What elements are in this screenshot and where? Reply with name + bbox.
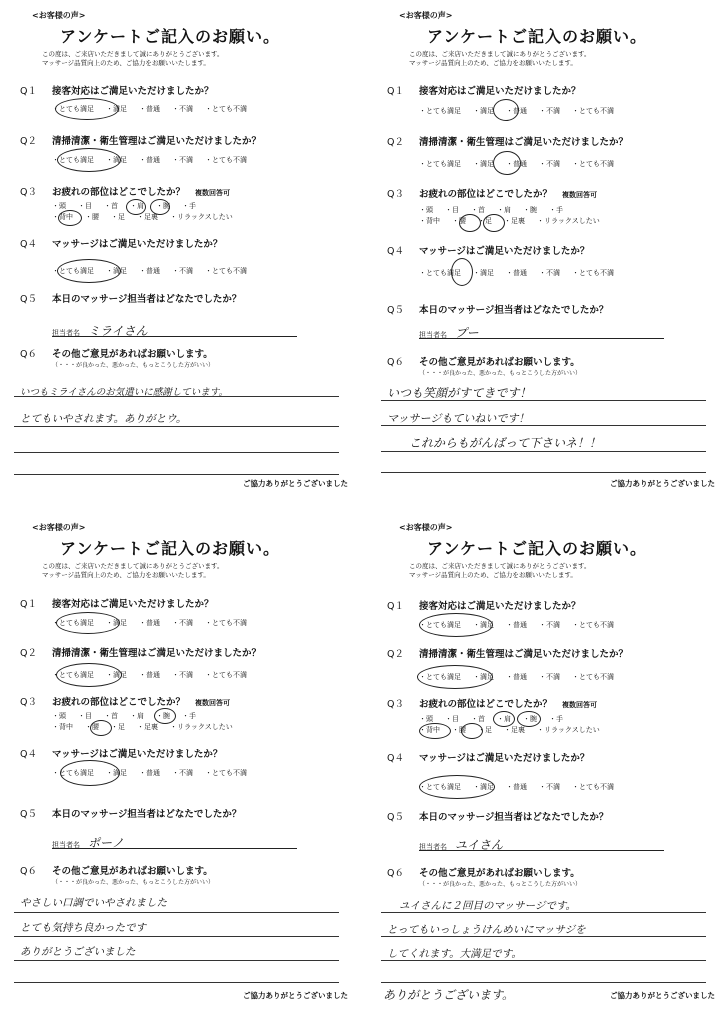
q5-row: [20, 806, 241, 820]
q6-text: その他ご意見があればお願いします。: [419, 868, 580, 879]
answer-circle: [419, 613, 493, 637]
kicker: <お客様の声>: [399, 11, 453, 20]
form-title: アンケートご記入のお願い。: [427, 539, 648, 558]
part: ・腰: [85, 213, 99, 221]
q6-number: Q６: [20, 866, 37, 877]
option: ・とても満足: [52, 105, 94, 113]
option: ・とても満足: [419, 269, 461, 277]
q1-text: 接客対応はご満足いただけましたか？: [52, 599, 214, 610]
option: ・とても不満: [205, 105, 247, 113]
q3-row: [20, 694, 230, 708]
option: ・不満: [539, 673, 560, 681]
part: ・首: [471, 715, 485, 723]
option: ・普通: [506, 107, 527, 115]
q2-number: Q２: [387, 649, 404, 660]
part: ・背中: [419, 726, 440, 734]
part: ・腰: [452, 726, 466, 734]
part: ・リラックスしたい: [170, 213, 233, 221]
intro-line-1: この度は、ご来店いただきまして誠にありがとうございます。: [409, 562, 591, 570]
option: ・とても不満: [572, 269, 614, 277]
option: ・満足: [473, 783, 494, 791]
q1-text: 接客対応はご満足いただけましたか？: [419, 601, 581, 612]
comment-line: [14, 452, 339, 453]
option: ・とても不満: [205, 769, 247, 777]
q3-row: [20, 184, 230, 198]
staff-name-handwritten: プー: [455, 326, 479, 340]
part: ・足: [478, 726, 492, 734]
option: ・不満: [172, 267, 193, 275]
intro-line-1: この度は、ご来店いただきまして誠にありがとうございます。: [409, 50, 591, 58]
q5-number: Q５: [20, 294, 37, 305]
q6-hint: （・・・が良かった、悪かった、もっとこうした方がいい）: [419, 370, 582, 377]
q3-text: お疲れの部位はどこでしたか？: [419, 189, 553, 200]
part: ・足裏: [504, 217, 525, 225]
option: ・不満: [539, 269, 560, 277]
comment-handwritten: これからもがんばって下さいネ！！: [409, 436, 602, 450]
part: ・手: [549, 715, 563, 723]
option: ・とても満足: [419, 673, 461, 681]
survey-sheet-3: [2, 512, 352, 1012]
staff-name-handwritten: ポーノ: [88, 836, 124, 850]
intro-line-2: マッサージ品質向上のため、ご協力をお願いいたします。: [409, 571, 577, 579]
form-title: アンケートご記入のお願い。: [60, 539, 281, 558]
q6-text: その他ご意見があればお願いします。: [419, 357, 580, 368]
option: ・不満: [172, 156, 193, 164]
comment-handwritten: いつも笑顔がすてきです！: [387, 386, 532, 400]
q1-text: 接客対応はご満足いただけましたか？: [52, 86, 214, 97]
option: ・とても不満: [572, 160, 614, 168]
part: ・リラックスしたい: [170, 723, 233, 731]
part: ・頭: [52, 202, 66, 210]
q2-row: [20, 645, 261, 659]
option: ・不満: [539, 107, 560, 115]
q5-text: 本日のマッサージ担当者はどなたでしたか？: [52, 809, 242, 820]
form-title: アンケートご記入のお願い。: [427, 27, 648, 46]
option: ・満足: [106, 769, 127, 777]
answer-circle: [150, 199, 170, 215]
answer-circle: [55, 98, 119, 120]
answer-circle: [461, 723, 483, 739]
staff-name-line: [52, 322, 297, 337]
answer-circle: [419, 723, 451, 739]
q6-hint: （・・・が良かった、悪かった、もっとこうした方がいい）: [52, 362, 215, 369]
q4-row: [20, 236, 222, 250]
part: ・首: [104, 712, 118, 720]
staff-label: 担当者名: [52, 841, 80, 849]
answer-circle: [459, 214, 481, 232]
q6-number: Q６: [387, 868, 404, 879]
part: ・背中: [419, 217, 440, 225]
intro-line-2: マッサージ品質向上のため、ご協力をお願いいたします。: [409, 59, 577, 67]
q3-options: [52, 711, 245, 733]
part: ・肩: [497, 206, 511, 214]
part: ・手: [182, 202, 196, 210]
answer-circle: [419, 775, 495, 799]
comment-handwritten: してくれます。大満足です。: [387, 948, 522, 960]
part: ・足: [111, 723, 125, 731]
staff-name-handwritten: ミライさん: [88, 324, 148, 338]
option: ・普通: [506, 621, 527, 629]
option: ・とても満足: [419, 160, 461, 168]
q1-row: [20, 596, 214, 610]
option: ・普通: [139, 671, 160, 679]
comment-handwritten: いつもミライさんのお気遣いに感謝しています。: [20, 387, 228, 398]
option: ・不満: [539, 783, 560, 791]
q6-hint: （・・・が良かった、悪かった、もっとこうした方がいい）: [52, 879, 215, 886]
option: ・不満: [172, 105, 193, 113]
q3-row: [387, 696, 597, 710]
staff-label: 担当者名: [419, 331, 447, 339]
comment-handwritten: とても気持ち良かったです: [20, 922, 146, 934]
thanks-note: ご協力ありがとうございました: [243, 479, 348, 488]
q1-row: [387, 83, 581, 97]
survey-sheet-4: [369, 512, 719, 1012]
q3-number: Q３: [20, 187, 37, 198]
q5-text: 本日のマッサージ担当者はどなたでしたか？: [419, 812, 609, 823]
part: ・頭: [419, 206, 433, 214]
staff-name-handwritten: ユイさん: [455, 838, 504, 852]
comment-handwritten: やさしい口調でいやされました: [20, 897, 167, 909]
answer-circle: [56, 663, 122, 687]
option: ・とても満足: [419, 783, 461, 791]
kicker: <お客様の声>: [32, 11, 86, 20]
option: ・普通: [139, 619, 160, 627]
option: ・とても満足: [52, 267, 94, 275]
comment-line: [14, 912, 339, 913]
option: ・とても不満: [205, 671, 247, 679]
part: ・リラックスしたい: [537, 726, 600, 734]
comment-handwritten: ありがとうございます。: [383, 988, 515, 1002]
part: ・目: [78, 202, 92, 210]
part: ・足裏: [137, 213, 158, 221]
thanks-note: ご協力ありがとうございました: [610, 991, 715, 1000]
option: ・とても不満: [572, 783, 614, 791]
survey-sheet-2: [369, 0, 719, 500]
q1-number: Q１: [387, 86, 404, 97]
option: ・不満: [539, 160, 560, 168]
q3-text: お疲れの部位はどこでしたか？: [52, 187, 186, 198]
q6-number: Q６: [387, 357, 404, 368]
q2-number: Q２: [20, 136, 37, 147]
comment-handwritten: とてもいやされます。ありがとウ。: [20, 413, 187, 425]
q5-text: 本日のマッサージ担当者はどなたでしたか？: [52, 294, 242, 305]
q6-row: [20, 346, 213, 360]
comment-line: [14, 426, 339, 427]
answer-circle: [60, 760, 120, 786]
answer-circle: [58, 210, 82, 226]
answer-circle: [417, 665, 493, 689]
intro-line-1: この度は、ご来店いただきまして誠にありがとうございます。: [42, 50, 224, 58]
q4-text: マッサージはご満足いただけましたか？: [419, 246, 590, 257]
q4-text: マッサージはご満足いただけましたか？: [419, 753, 590, 764]
comment-handwritten: とってもいっしょうけんめいにマッサジを: [387, 924, 586, 936]
part: ・腕: [523, 715, 537, 723]
comment-handwritten: ありがとうございました: [20, 946, 136, 958]
comment-line: [381, 451, 706, 452]
comment-line: [14, 474, 339, 475]
answer-circle: [90, 720, 112, 736]
part: ・足裏: [137, 723, 158, 731]
q2-text: 清掃清潔・衛生管理はご満足いただけましたか？: [419, 137, 629, 148]
q4-row: [20, 746, 222, 760]
part: ・手: [549, 206, 563, 214]
q5-number: Q５: [387, 812, 404, 823]
kicker: <お客様の声>: [399, 523, 453, 532]
part: ・足裏: [504, 726, 525, 734]
comment-line: [381, 982, 706, 983]
q3-text: お疲れの部位はどこでしたか？: [52, 697, 186, 708]
option: ・とても不満: [205, 619, 247, 627]
option: ・満足: [106, 105, 127, 113]
q6-number: Q６: [20, 349, 37, 360]
q2-row: [387, 646, 628, 660]
option: ・とても満足: [419, 621, 461, 629]
q5-row: [387, 302, 608, 316]
option: ・普通: [139, 267, 160, 275]
option: ・不満: [172, 619, 193, 627]
q1-number: Q１: [20, 86, 37, 97]
q3-note: 複数回答可: [562, 701, 598, 709]
intro-line-2: マッサージ品質向上のため、ご協力をお願いいたします。: [42, 59, 210, 67]
comment-line: [14, 982, 339, 983]
part: ・腕: [156, 202, 170, 210]
q3-number: Q３: [387, 699, 404, 710]
part: ・肩: [497, 715, 511, 723]
q3-options: [419, 205, 612, 227]
q2-number: Q２: [20, 648, 37, 659]
option: ・普通: [506, 673, 527, 681]
part: ・背中: [52, 723, 73, 731]
part: ・目: [445, 715, 459, 723]
answer-circle: [154, 708, 176, 724]
q2-number: Q２: [387, 137, 404, 148]
part: ・目: [78, 712, 92, 720]
part: ・腰: [85, 723, 99, 731]
option: ・普通: [506, 783, 527, 791]
staff-label: 担当者名: [52, 329, 80, 337]
option: ・普通: [139, 769, 160, 777]
intro-line-1: この度は、ご来店いただきまして誠にありがとうございます。: [42, 562, 224, 570]
option: ・満足: [473, 673, 494, 681]
q4-text: マッサージはご満足いただけましたか？: [52, 239, 223, 250]
option: ・満足: [106, 671, 127, 679]
option: ・満足: [106, 619, 127, 627]
q4-text: マッサージはご満足いただけましたか？: [52, 749, 223, 760]
q2-row: [387, 134, 628, 148]
option: ・とても満足: [52, 671, 94, 679]
answer-circle: [493, 99, 519, 121]
option: ・満足: [473, 107, 494, 115]
q4-row: [387, 243, 589, 257]
answer-circle: [493, 151, 521, 175]
part: ・手: [182, 712, 196, 720]
answer-circle: [493, 711, 515, 727]
staff-name-line: [419, 836, 664, 851]
q2-options: [419, 159, 626, 169]
option: ・とても満足: [52, 619, 94, 627]
option: ・普通: [139, 156, 160, 164]
option: ・満足: [106, 156, 127, 164]
q5-row: [387, 809, 608, 823]
q6-hint: （・・・が良かった、悪かった、もっとこうした方がいい）: [419, 881, 582, 888]
q3-note: 複数回答可: [195, 189, 231, 197]
q6-text: その他ご意見があればお願いします。: [52, 866, 213, 877]
answer-circle: [517, 711, 541, 727]
answer-circle: [57, 259, 121, 283]
option: ・とても不満: [572, 673, 614, 681]
thanks-note: ご協力ありがとうございました: [243, 991, 348, 1000]
q4-number: Q４: [20, 749, 37, 760]
q3-number: Q３: [20, 697, 37, 708]
q4-number: Q４: [387, 246, 404, 257]
answer-circle: [126, 199, 146, 215]
q6-text: その他ご意見があればお願いします。: [52, 349, 213, 360]
comment-line: [381, 472, 706, 473]
comment-line: [14, 960, 339, 961]
part: ・頭: [52, 712, 66, 720]
q1-number: Q１: [387, 601, 404, 612]
q5-number: Q５: [387, 305, 404, 316]
option: ・普通: [506, 160, 527, 168]
part: ・腕: [523, 206, 537, 214]
part: ・首: [471, 206, 485, 214]
part: ・肩: [130, 202, 144, 210]
option: ・とても満足: [52, 769, 94, 777]
answer-circle: [451, 258, 473, 286]
part: ・腕: [156, 712, 170, 720]
part: ・目: [445, 206, 459, 214]
q5-text: 本日のマッサージ担当者はどなたでしたか？: [419, 305, 609, 316]
q2-text: 清掃清潔・衛生管理はご満足いただけましたか？: [52, 136, 262, 147]
kicker: <お客様の声>: [32, 523, 86, 532]
q1-text: 接客対応はご満足いただけましたか？: [419, 86, 581, 97]
q5-number: Q５: [20, 809, 37, 820]
option: ・普通: [506, 269, 527, 277]
part: ・頭: [419, 715, 433, 723]
q3-note: 複数回答可: [195, 699, 231, 707]
staff-name-line: [419, 324, 664, 339]
q2-text: 清掃清潔・衛生管理はご満足いただけましたか？: [419, 649, 629, 660]
form-title: アンケートご記入のお願い。: [60, 27, 281, 46]
option: ・とても不満: [205, 156, 247, 164]
staff-label: 担当者名: [419, 843, 447, 851]
part: ・肩: [130, 712, 144, 720]
q3-text: お疲れの部位はどこでしたか？: [419, 699, 553, 710]
q4-number: Q４: [387, 753, 404, 764]
q4-number: Q４: [20, 239, 37, 250]
q2-text: 清掃清潔・衛生管理はご満足いただけましたか？: [52, 648, 262, 659]
option: ・不満: [172, 671, 193, 679]
option: ・普通: [139, 105, 160, 113]
option: ・満足: [473, 160, 494, 168]
part: ・足: [111, 213, 125, 221]
q3-number: Q３: [387, 189, 404, 200]
comment-handwritten: ユイさんに２回目のマッサージです。: [399, 900, 577, 912]
q3-row: [387, 186, 597, 200]
part: ・リラックスしたい: [537, 217, 600, 225]
part: ・腰: [452, 217, 466, 225]
option: ・不満: [539, 621, 560, 629]
q1-options: [419, 106, 626, 116]
q4-row: [387, 750, 589, 764]
part: ・背中: [52, 213, 73, 221]
option: ・満足: [473, 269, 494, 277]
q1-row: [20, 83, 214, 97]
option: ・とても満足: [419, 107, 461, 115]
part: ・首: [104, 202, 118, 210]
option: ・不満: [172, 769, 193, 777]
part: ・足: [478, 217, 492, 225]
q5-row: [20, 291, 241, 305]
q2-row: [20, 133, 261, 147]
staff-name-line: [52, 834, 297, 849]
answer-circle: [483, 214, 505, 232]
option: ・とても不満: [205, 267, 247, 275]
q1-row: [387, 598, 581, 612]
option: ・満足: [473, 621, 494, 629]
comment-line: [14, 936, 339, 937]
option: ・とても不満: [572, 107, 614, 115]
q6-row: [387, 354, 580, 368]
thanks-note: ご協力ありがとうございました: [610, 479, 715, 488]
option: ・とても満足: [52, 156, 94, 164]
option: ・とても不満: [572, 621, 614, 629]
survey-sheet-1: [2, 0, 352, 500]
comment-handwritten: マッサージもていねいです！: [387, 412, 530, 425]
q3-note: 複数回答可: [562, 191, 598, 199]
answer-circle: [56, 612, 120, 634]
q1-number: Q１: [20, 599, 37, 610]
answer-circle: [57, 148, 121, 172]
q6-row: [20, 863, 213, 877]
option: ・満足: [106, 267, 127, 275]
intro-line-2: マッサージ品質向上のため、ご協力をお願いいたします。: [42, 571, 210, 579]
q6-row: [387, 865, 580, 879]
